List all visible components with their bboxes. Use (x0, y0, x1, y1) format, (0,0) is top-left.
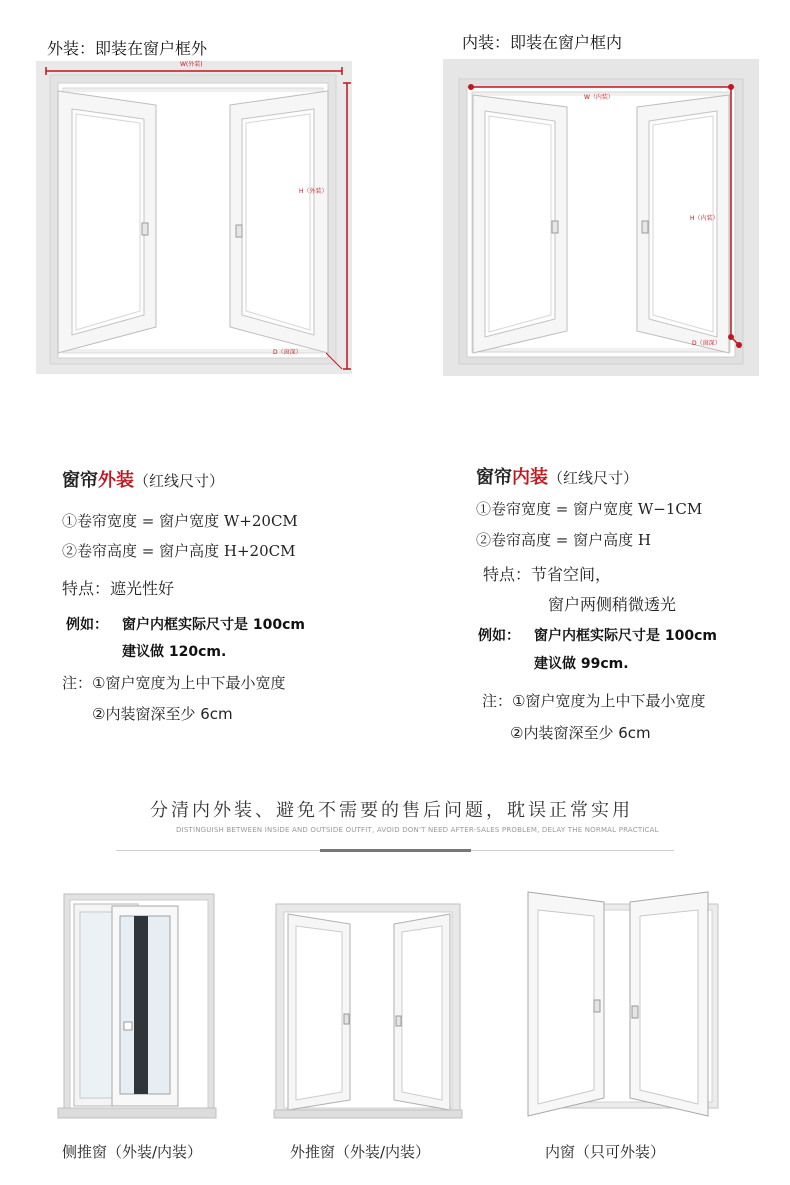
outside-depth-label: D（窗深） (273, 349, 302, 356)
outside-height-formula: ②卷帘高度 = 窗户高度 H+20CM (62, 542, 296, 560)
inside-note2: ②内装窗深至少 6cm (510, 724, 651, 742)
outside-title-sub: （红线尺寸） (134, 472, 225, 490)
inside-title-sub: （红线尺寸） (548, 469, 639, 487)
inside-title-prefix: 窗帘 (476, 467, 512, 488)
casement-window-label: 外推窗（外装/内装） (290, 1143, 431, 1161)
inside-height-formula: ②卷帘高度 = 窗户高度 H (476, 531, 651, 549)
inside-title-em: 内装 (512, 467, 548, 488)
outside-example-line1: 窗户内框实际尺寸是 100cm (122, 617, 305, 633)
inside-example-line2: 建议做 99cm. (534, 656, 629, 672)
inside-depth-label: D（窗深） (692, 340, 721, 347)
inside-mount-title (476, 463, 638, 489)
sliding-window-icon (58, 890, 218, 1120)
middle-subtitle: DISTINGUISH BETWEEN INSIDE AND OUTSIDE OUTFIT, AVOID DON'T NEED AFTER-SALES PROBLEM, DELAY THE NORMAL PRACTICAL (176, 826, 659, 834)
middle-title: 分清内外装、避免不需要的售后问题，耽误正常实用 (150, 800, 633, 821)
outside-note1: 注：①窗户宽度为上中下最小宽度 (62, 674, 286, 692)
outside-mount-caption: 外装：即装在窗户框外 (47, 39, 208, 58)
sliding-window-label: 侧推窗（外装/内装） (62, 1143, 203, 1161)
outside-example-label: 例如： (66, 617, 108, 633)
outside-example-line2: 建议做 120cm. (122, 644, 227, 660)
inside-feature-2: 窗户两侧稍微透光 (548, 595, 677, 614)
divider-accent (320, 849, 471, 852)
casement-window-icon (274, 894, 464, 1124)
inside-note1: 注：①窗户宽度为上中下最小宽度 (482, 692, 706, 710)
outside-mount-title (62, 466, 224, 492)
inside-feature: 特点：节省空间， (483, 565, 612, 584)
inside-height-label: H（内装） (690, 215, 719, 222)
outside-title-em: 外装 (98, 470, 134, 491)
outside-height-label: H（外装） (299, 188, 328, 195)
outside-title-prefix: 窗帘 (62, 470, 98, 491)
inward-window-label: 内窗（只可外装） (545, 1143, 666, 1161)
outside-note2: ②内装窗深至少 6cm (92, 705, 233, 723)
inside-width-formula: ①卷帘宽度 = 窗户宽度 W−1CM (476, 500, 703, 518)
inside-mount-caption: 内装：即装在窗户框内 (462, 33, 623, 52)
inside-width-label: W（内装） (584, 94, 614, 101)
outside-mount-diagram (36, 61, 352, 374)
outside-width-formula: ①卷帘宽度 = 窗户宽度 W+20CM (62, 512, 298, 530)
inside-example-line1: 窗户内框实际尺寸是 100cm (534, 628, 717, 644)
inward-window-icon (520, 880, 730, 1120)
outside-width-label: W(外装) (180, 61, 203, 68)
inside-example-label: 例如： (478, 628, 520, 644)
outside-feature: 特点：遮光性好 (62, 579, 175, 598)
